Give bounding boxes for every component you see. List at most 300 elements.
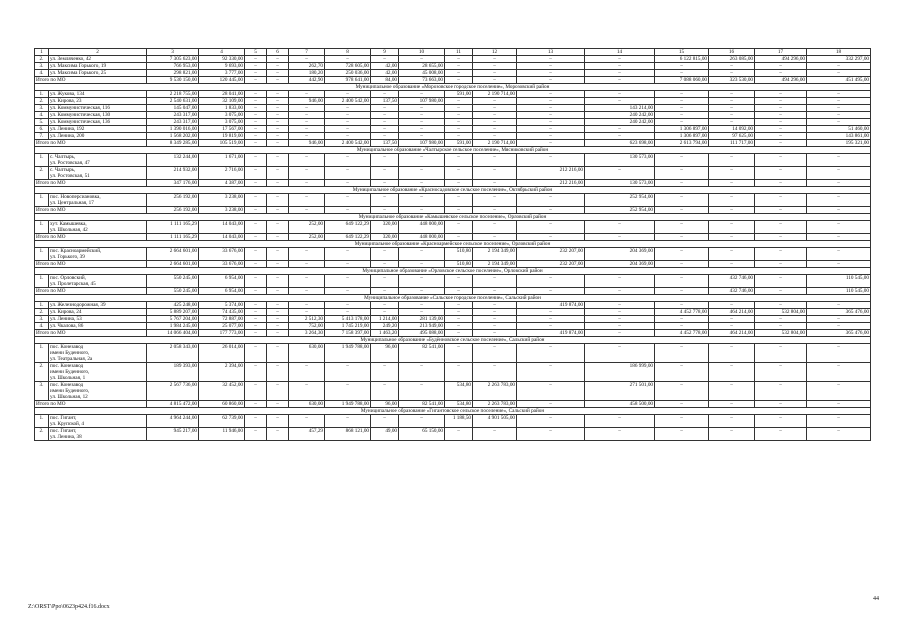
value-cell: –	[655, 415, 709, 428]
subtotal-value-cell: 532 804,00	[755, 330, 807, 337]
value-cell: 252,00	[289, 221, 325, 234]
value-cell: –	[585, 70, 655, 77]
value-cell: –	[245, 98, 267, 105]
value-cell: –	[655, 112, 709, 119]
subtotal-label: Итого по МО	[35, 330, 147, 337]
value-cell: –	[267, 382, 289, 401]
value-cell: –	[371, 56, 399, 63]
value-cell: –	[245, 344, 267, 363]
value-cell: 2 716,00	[199, 167, 245, 180]
value-cell: 365 476,00	[807, 309, 871, 316]
subtotal-value-cell: 73 663,00	[399, 77, 445, 84]
subtotal-label: Итого по МО	[35, 207, 147, 214]
value-cell: 186 999,00	[585, 363, 655, 382]
section-header-row	[35, 295, 871, 302]
value-cell: 1 745 219,00	[325, 323, 371, 330]
table-row	[35, 112, 871, 119]
value-cell: –	[709, 344, 755, 363]
value-cell: –	[473, 344, 517, 363]
value-cell: 2 194 349,00	[473, 248, 517, 261]
value-cell: 298 821,00	[147, 70, 199, 77]
subtotal-value-cell: 323 530,00	[709, 77, 755, 84]
value-cell: –	[399, 248, 445, 261]
table-row	[35, 63, 871, 70]
value-cell: –	[289, 248, 325, 261]
address-cell: пос. Гигант, ул. Крупской, 4	[49, 415, 147, 428]
subtotal-value-cell: –	[245, 330, 267, 337]
section-title: Муниципальное образование «Гигантовское сельское поселение», Сальский район	[35, 408, 871, 415]
subtotal-value-cell: 195 321,00	[807, 140, 871, 147]
value-cell: –	[585, 316, 655, 323]
value-cell: –	[585, 98, 655, 105]
value-cell: 42,00	[371, 63, 399, 70]
subtotal-value-cell: –	[655, 261, 709, 268]
value-cell: –	[585, 275, 655, 288]
page-number: 44	[873, 596, 879, 602]
value-cell: –	[755, 105, 807, 112]
value-cell: –	[445, 98, 473, 105]
subtotal-value-cell: –	[655, 288, 709, 295]
subtotal-value-cell: –	[517, 140, 585, 147]
subtotal-value-cell: –	[807, 261, 871, 268]
value-cell: –	[399, 309, 445, 316]
subtotal-value-cell: –	[245, 207, 267, 214]
value-cell: –	[517, 323, 585, 330]
value-cell: –	[655, 91, 709, 98]
value-cell: –	[585, 415, 655, 428]
value-cell: –	[267, 154, 289, 167]
value-cell: 28 655,00	[399, 63, 445, 70]
subtotal-row	[35, 140, 871, 147]
subtotal-value-cell: 320,00	[371, 234, 399, 241]
value-cell: –	[399, 56, 445, 63]
value-cell: –	[755, 154, 807, 167]
address-cell: ул. Коммунистическая, 136	[49, 119, 147, 126]
value-cell: –	[709, 112, 755, 119]
table-row	[35, 302, 871, 309]
column-number-cell: 14	[585, 49, 655, 56]
address-cell: ул. Максима Горького, 25	[49, 70, 147, 77]
subtotal-value-cell: –	[585, 288, 655, 295]
value-cell: –	[585, 126, 655, 133]
value-cell: 766 953,00	[147, 63, 199, 70]
value-cell: –	[245, 126, 267, 133]
row-number-cell: 4.	[35, 70, 49, 77]
value-cell: –	[517, 275, 585, 288]
value-cell: 252 954,00	[585, 194, 655, 207]
subtotal-row	[35, 180, 871, 187]
value-cell: 2 540 631,00	[147, 98, 199, 105]
value-cell: –	[399, 382, 445, 401]
value-cell: –	[755, 275, 807, 288]
column-number-cell: 1	[35, 49, 49, 56]
column-number-cell: 6	[267, 49, 289, 56]
row-number-cell: 4.	[35, 323, 49, 330]
value-cell: –	[709, 302, 755, 309]
value-cell: –	[371, 91, 399, 98]
subtotal-value-cell: –	[245, 261, 267, 268]
value-cell: –	[325, 126, 371, 133]
table-row	[35, 428, 871, 441]
section-title: Муниципальное образование «Чалтырское сельское поселение», Мясниковский район	[35, 147, 871, 154]
value-cell: –	[473, 105, 517, 112]
column-number-cell: 11	[445, 49, 473, 56]
value-cell: –	[245, 302, 267, 309]
value-cell: –	[709, 415, 755, 428]
value-cell: –	[807, 415, 871, 428]
value-cell: –	[371, 167, 399, 180]
value-cell: –	[709, 154, 755, 167]
address-cell: ул. Чкалова, 86	[49, 323, 147, 330]
subtotal-value-cell: –	[371, 288, 399, 295]
value-cell: –	[473, 98, 517, 105]
subtotal-value-cell: –	[807, 207, 871, 214]
subtotal-value-cell: –	[585, 330, 655, 337]
value-cell: –	[445, 428, 473, 441]
value-cell: –	[655, 382, 709, 401]
subtotal-value-cell: 107 980,00	[399, 140, 445, 147]
subtotal-value-cell: –	[709, 234, 755, 241]
address-cell: ул. Земляченко, 42	[49, 56, 147, 63]
value-cell: 2 058 343,00	[147, 344, 199, 363]
value-cell: –	[267, 167, 289, 180]
value-cell: –	[585, 221, 655, 234]
subtotal-value-cell: –	[755, 207, 807, 214]
value-cell: –	[325, 382, 371, 401]
value-cell: –	[807, 112, 871, 119]
value-cell: –	[585, 133, 655, 140]
subtotal-value-cell: –	[807, 234, 871, 241]
column-number-cell: 9	[371, 49, 399, 56]
value-cell: 3 075,00	[199, 112, 245, 119]
subtotal-value-cell: 494 296,00	[755, 77, 807, 84]
subtotal-value-cell: –	[267, 234, 289, 241]
value-cell: 2 664 601,00	[147, 248, 199, 261]
row-number-cell: 3.	[35, 316, 49, 323]
value-cell: 256 192,00	[147, 194, 199, 207]
value-cell: –	[473, 323, 517, 330]
subtotal-value-cell: –	[517, 288, 585, 295]
value-cell: –	[289, 91, 325, 98]
value-cell: –	[245, 112, 267, 119]
value-cell: 2 512,30	[289, 316, 325, 323]
value-cell: –	[473, 154, 517, 167]
value-cell: 271 501,00	[585, 382, 655, 401]
value-cell: 1 671,00	[199, 154, 245, 167]
value-cell: –	[473, 126, 517, 133]
value-cell: 143 861,00	[807, 133, 871, 140]
address-cell: пос. Гигант, ул. Ленина, 38	[49, 428, 147, 441]
value-cell: –	[709, 316, 755, 323]
subtotal-value-cell: –	[755, 234, 807, 241]
value-cell: –	[371, 105, 399, 112]
row-number-cell: 4.	[35, 112, 49, 119]
value-cell: –	[517, 126, 585, 133]
value-cell: –	[267, 275, 289, 288]
value-cell: 2 400 542,00	[325, 98, 371, 105]
value-cell: –	[325, 167, 371, 180]
value-cell: –	[399, 91, 445, 98]
value-cell: 1 568 202,00	[147, 133, 199, 140]
subtotal-value-cell: –	[755, 288, 807, 295]
subtotal-value-cell: –	[445, 180, 473, 187]
subtotal-value-cell: –	[755, 401, 807, 408]
value-cell: –	[267, 70, 289, 77]
value-cell: –	[245, 70, 267, 77]
value-cell: –	[655, 221, 709, 234]
table-row	[35, 316, 871, 323]
value-cell: –	[755, 221, 807, 234]
subtotal-value-cell: 347 176,00	[147, 180, 199, 187]
subtotal-value-cell: –	[807, 180, 871, 187]
value-cell: 752,00	[289, 323, 325, 330]
table-row	[35, 91, 871, 98]
value-cell: 33 676,00	[199, 248, 245, 261]
value-cell: –	[399, 126, 445, 133]
row-number-cell: 5.	[35, 119, 49, 126]
subtotal-value-cell: 2 664 601,00	[147, 261, 199, 268]
value-cell: –	[267, 63, 289, 70]
subtotal-value-cell: –	[371, 261, 399, 268]
subtotal-value-cell: 3 238,00	[199, 207, 245, 214]
value-cell: –	[807, 221, 871, 234]
value-cell: –	[473, 316, 517, 323]
value-cell: –	[371, 415, 399, 428]
row-number-cell: 2.	[35, 309, 49, 316]
value-cell: –	[445, 309, 473, 316]
row-number-cell: 7.	[35, 133, 49, 140]
value-cell: –	[325, 309, 371, 316]
value-cell: –	[585, 323, 655, 330]
subtotal-value-cell: 2 263 783,00	[473, 401, 517, 408]
subtotal-value-cell: 9 530 150,00	[147, 77, 199, 84]
value-cell: –	[245, 323, 267, 330]
value-cell: –	[325, 154, 371, 167]
value-cell: 19 819,00	[199, 133, 245, 140]
value-cell: 26 014,00	[199, 344, 245, 363]
subtotal-value-cell: 137,50	[371, 140, 399, 147]
value-cell: –	[245, 63, 267, 70]
value-cell: –	[245, 248, 267, 261]
subtotal-value-cell: 120 445,00	[199, 77, 245, 84]
value-cell: –	[371, 302, 399, 309]
subtotal-value-cell: 204 369,00	[585, 261, 655, 268]
value-cell: –	[473, 133, 517, 140]
subtotal-value-cell: –	[245, 288, 267, 295]
value-cell: –	[371, 309, 399, 316]
value-cell: 4 901 505,00	[473, 415, 517, 428]
value-cell: 1 949 788,00	[325, 344, 371, 363]
subtotal-value-cell: –	[655, 180, 709, 187]
value-cell: –	[473, 309, 517, 316]
value-cell: 65 150,00	[399, 428, 445, 441]
value-cell: –	[807, 428, 871, 441]
subtotal-value-cell: –	[473, 180, 517, 187]
value-cell: –	[445, 154, 473, 167]
value-cell: –	[709, 323, 755, 330]
subtotal-value-cell: 451 495,00	[807, 77, 871, 84]
value-cell: –	[807, 382, 871, 401]
subtotal-value-cell: –	[267, 140, 289, 147]
subtotal-value-cell: 14 066 404,00	[147, 330, 199, 337]
value-cell: –	[807, 316, 871, 323]
value-cell: 1 188,50	[445, 415, 473, 428]
value-cell: 2 263 783,00	[473, 382, 517, 401]
value-cell: 51 460,00	[807, 126, 871, 133]
value-cell: –	[517, 56, 585, 63]
value-cell: –	[755, 302, 807, 309]
value-cell: 1 390 016,00	[147, 126, 199, 133]
row-number-cell: 3.	[35, 382, 49, 401]
value-cell: –	[655, 428, 709, 441]
value-cell: –	[755, 112, 807, 119]
value-cell: –	[289, 126, 325, 133]
subtotal-value-cell: 2 613 794,00	[655, 140, 709, 147]
subtotal-value-cell: –	[267, 180, 289, 187]
subtotal-value-cell: –	[245, 401, 267, 408]
value-cell: –	[245, 167, 267, 180]
value-cell: –	[473, 112, 517, 119]
table-row	[35, 154, 871, 167]
value-cell: –	[399, 194, 445, 207]
value-cell: 6 954,00	[199, 275, 245, 288]
subtotal-value-cell: –	[445, 330, 473, 337]
column-number-cell: 17	[755, 49, 807, 56]
section-header-row	[35, 241, 871, 248]
section-header-row	[35, 268, 871, 275]
value-cell: 14 092,00	[709, 126, 755, 133]
value-cell: 464 214,00	[709, 309, 755, 316]
subtotal-row	[35, 288, 871, 295]
value-cell: –	[473, 167, 517, 180]
subtotal-row	[35, 261, 871, 268]
subtotal-value-cell: 978 641,00	[325, 77, 371, 84]
subtotal-value-cell: –	[517, 234, 585, 241]
row-number-cell: 2.	[35, 167, 49, 180]
subtotal-value-cell: 4 452 778,00	[655, 330, 709, 337]
address-cell: ул. Максима Горького, 19	[49, 63, 147, 70]
value-cell: –	[267, 428, 289, 441]
value-cell: –	[267, 56, 289, 63]
value-cell: –	[655, 248, 709, 261]
table-row	[35, 275, 871, 288]
value-cell: 204 369,00	[585, 248, 655, 261]
table-row	[35, 105, 871, 112]
value-cell: –	[473, 221, 517, 234]
value-cell: –	[289, 415, 325, 428]
table-row	[35, 133, 871, 140]
value-cell: –	[267, 323, 289, 330]
table-row	[35, 363, 871, 382]
value-cell: –	[289, 382, 325, 401]
row-number-cell: 1.	[35, 221, 49, 234]
address-cell: ул. Железнодорожная, 39	[49, 302, 147, 309]
value-cell: –	[709, 194, 755, 207]
value-cell: 249,20	[371, 323, 399, 330]
value-cell: –	[517, 428, 585, 441]
value-cell: 4 964 244,00	[147, 415, 199, 428]
value-cell: –	[445, 133, 473, 140]
value-cell: 945 217,00	[147, 428, 199, 441]
subtotal-value-cell: –	[267, 261, 289, 268]
value-cell: –	[445, 126, 473, 133]
subtotal-value-cell: 110 545,00	[807, 288, 871, 295]
row-number-cell: 1.	[35, 302, 49, 309]
value-cell: 143 214,00	[585, 105, 655, 112]
value-cell: 42,00	[371, 70, 399, 77]
value-cell: –	[325, 363, 371, 382]
subtotal-value-cell: 442,90	[289, 77, 325, 84]
value-cell: 212 216,00	[517, 167, 585, 180]
subtotal-value-cell: –	[585, 234, 655, 241]
value-cell: 45 008,00	[399, 70, 445, 77]
value-cell: –	[399, 167, 445, 180]
value-cell: 213 949,00	[399, 323, 445, 330]
value-cell: –	[517, 112, 585, 119]
address-cell: пос. Конезавод имени Буденного, ул. Школьная, 12	[49, 382, 147, 401]
value-cell: 591,00	[445, 91, 473, 98]
table-row	[35, 221, 871, 234]
value-cell: 728 605,00	[325, 63, 371, 70]
value-cell: –	[807, 302, 871, 309]
value-cell: –	[655, 363, 709, 382]
subtotal-value-cell: –	[267, 288, 289, 295]
value-cell: –	[445, 194, 473, 207]
table-row	[35, 70, 871, 77]
value-cell: –	[473, 63, 517, 70]
value-cell: –	[445, 167, 473, 180]
value-cell: 510,80	[445, 248, 473, 261]
value-cell: –	[807, 98, 871, 105]
subtotal-value-cell: 96,00	[371, 401, 399, 408]
value-cell: –	[267, 91, 289, 98]
value-cell: –	[473, 302, 517, 309]
subtotal-value-cell: 7 158 397,00	[325, 330, 371, 337]
section-header-row	[35, 147, 871, 154]
value-cell: –	[325, 194, 371, 207]
subtotal-value-cell: 232 207,00	[517, 261, 585, 268]
value-cell: –	[473, 56, 517, 63]
value-cell: 232 207,00	[517, 248, 585, 261]
value-cell: 180,20	[289, 70, 325, 77]
subtotal-value-cell: –	[709, 207, 755, 214]
value-cell: –	[807, 105, 871, 112]
column-number-row	[35, 49, 871, 56]
value-cell: 96,00	[371, 344, 399, 363]
value-cell: –	[445, 119, 473, 126]
subtotal-value-cell: 82 541,00	[399, 401, 445, 408]
address-cell: с. Чалтырь, ул. Ростовская, 51	[49, 167, 147, 180]
value-cell: –	[245, 133, 267, 140]
value-cell: –	[517, 194, 585, 207]
value-cell: –	[585, 309, 655, 316]
value-cell: –	[399, 105, 445, 112]
subtotal-label: Итого по МО	[35, 140, 147, 147]
value-cell: –	[807, 323, 871, 330]
subtotal-value-cell: –	[709, 401, 755, 408]
value-cell: 25 077,00	[199, 323, 245, 330]
value-cell: –	[371, 382, 399, 401]
subtotal-value-cell: 448 000,00	[399, 234, 445, 241]
subtotal-value-cell: –	[807, 401, 871, 408]
subtotal-value-cell: 14 043,00	[199, 234, 245, 241]
column-number-cell: 3	[147, 49, 199, 56]
subtotal-value-cell: –	[473, 77, 517, 84]
subtotal-label: Итого по МО	[35, 288, 147, 295]
value-cell: 448 000,00	[399, 221, 445, 234]
column-number-cell: 7	[289, 49, 325, 56]
value-cell: 243 317,00	[147, 112, 199, 119]
